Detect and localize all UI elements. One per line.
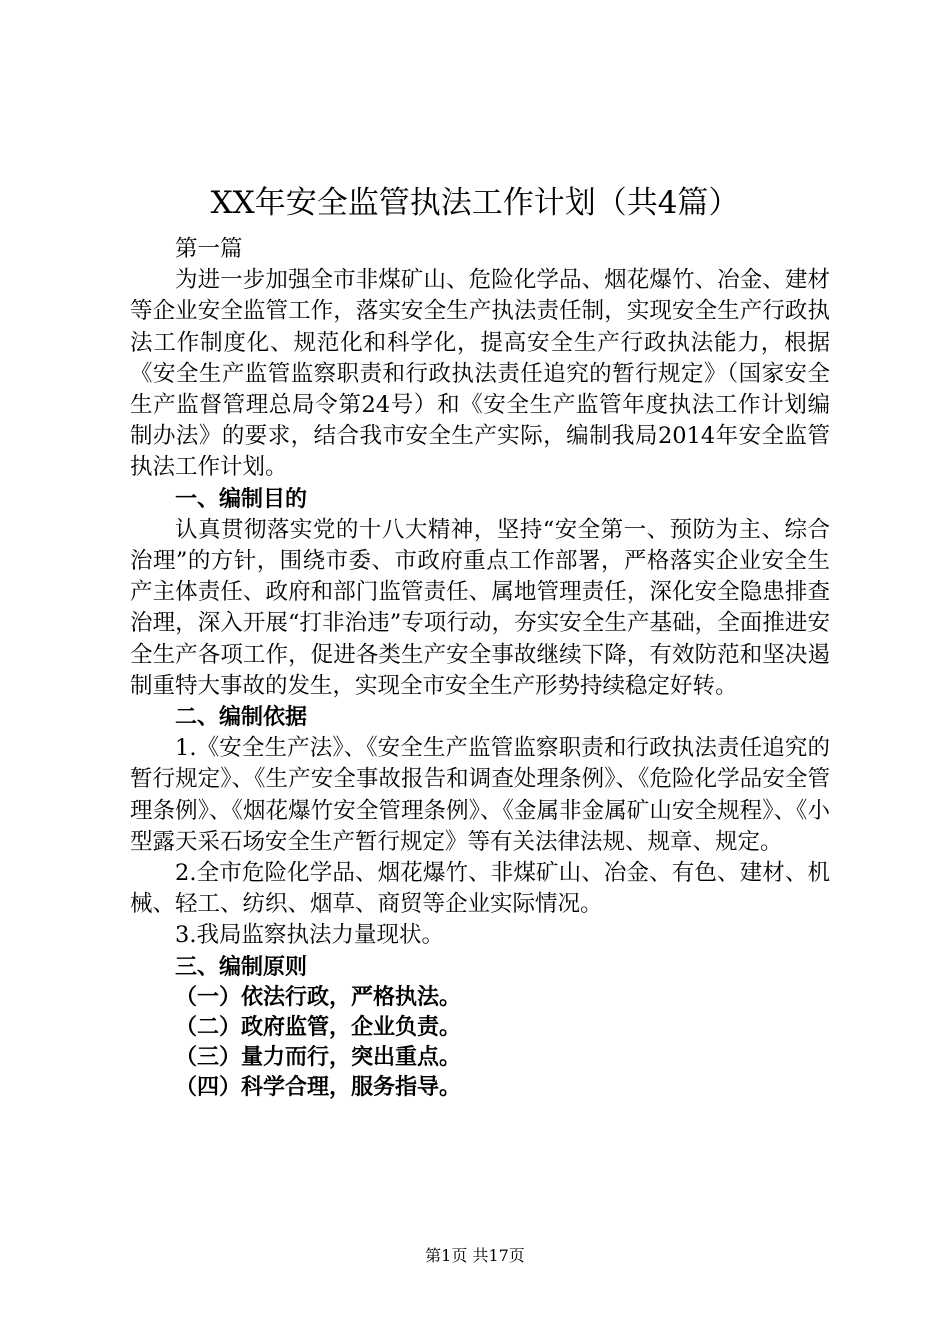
document-title: XX年安全监管执法工作计划（共4篇） <box>210 185 740 221</box>
basis-item-1: 1.《安全生产法》、《安全生产监管监察职责和行政执法责任追究的暂行规定》、《生产安全事故报告和调查处理条例》、《危险化学品安全管理条例》、《烟花爆竹安全管理条例》、《金属非金属矿山安全规程》、《小型露天采石场安全生产暂行规定》等有关法律法规、规章、规定。 <box>130 735 830 855</box>
purpose-paragraph: 认真贯彻落实党的十八大精神，坚持“安全第一、预防为主、综合治理”的方针，围绕市委、市政府重点工作部署，严格落实企业安全生产主体责任、政府和部门监管责任、属地管理责任，深化安全隐患排查治理，深入开展“打非治违”专项行动，夯实安全生产基础，全面推进安全生产各项工作，促进各类生产安全事故继续下降，有效防范和坚决遏制重特大事故的发生，实现全市安全生产形势持续稳定好转。 <box>130 516 830 699</box>
basis-item-2: 2.全市危险化学品、烟花爆竹、非煤矿山、冶金、有色、建材、机械、轻工、纺织、烟草、商贸等企业实际情况。 <box>130 860 830 918</box>
page-number-footer: 第1页 共17页 <box>425 1246 525 1265</box>
section-label: 第一篇 <box>175 236 243 262</box>
principle-item: （四）科学合理，服务指导。 <box>175 1074 462 1100</box>
heading-basis: 二、编制依据 <box>175 705 308 731</box>
heading-purpose: 一、编制目的 <box>175 486 308 512</box>
heading-principles: 三、编制原则 <box>175 954 308 980</box>
principle-item: （二）政府监管，企业负责。 <box>175 1014 462 1040</box>
principle-item: （一）依法行政，严格执法。 <box>175 984 462 1010</box>
principle-item: （三）量力而行，突出重点。 <box>175 1044 462 1070</box>
document-body <box>130 234 830 1103</box>
intro-paragraph: 为进一步加强全市非煤矿山、危险化学品、烟花爆竹、冶金、建材等企业安全监管工作，落实安全生产执法责任制，实现安全生产行政执法工作制度化、规范化和科学化，提高安全生产行政执法能力，根据《安全生产监管监察职责和行政执法责任追究的暂行规定》（国家安全生产监督管理总局令第24号）和《安全生产监管年度执法工作计划编制办法》的要求，结合我市安全生产实际，编制我局2014年安全监管执法工作计划。 <box>130 267 830 481</box>
basis-item-3: 3.我局监察执法力量现状。 <box>175 922 444 949</box>
